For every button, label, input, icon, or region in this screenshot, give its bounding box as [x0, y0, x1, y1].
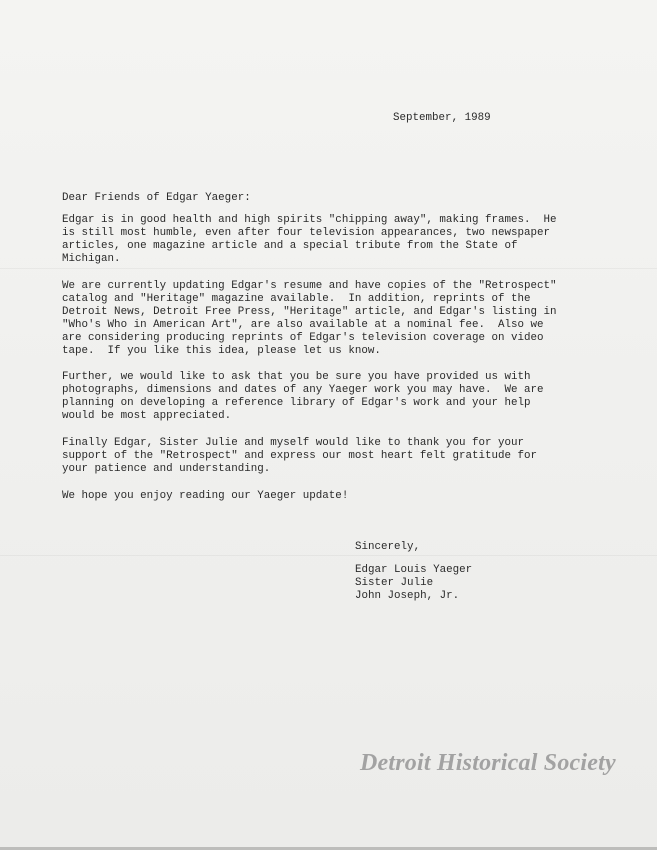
text-line: We hope you enjoy reading our Yaeger update!: [62, 490, 349, 502]
text-line: Edgar is in good health and high spirits "chipping away", making frames. He: [62, 214, 557, 226]
text-line: your patience and understanding.: [62, 463, 271, 476]
text-line: would be most appreciated.: [62, 410, 232, 423]
text-line: catalog and "Heritage" magazine available. In addition, reprints of the: [62, 293, 531, 306]
text-line: support of the "Retrospect" and express our most heart felt gratitude for: [62, 450, 538, 463]
text-line: is still most humble, even after four television appearances, two newspaper: [62, 227, 551, 240]
paragraph-1: [62, 214, 557, 266]
text-line: planning on developing a reference library of Edgar's work and your help: [62, 397, 531, 410]
signatory: John Joseph, Jr.: [355, 590, 460, 603]
paragraph-5: [62, 490, 348, 503]
paragraph-2: [62, 280, 557, 359]
text-line: Michigan.: [62, 253, 121, 266]
watermark-detroit-historical-society: Detroit Historical Society: [360, 750, 616, 776]
text-line: are considering producing reprints of Edgar's television coverage on video: [62, 332, 544, 345]
closing: Sincerely,: [355, 541, 421, 553]
paragraph-4: [62, 437, 537, 476]
text-line: We are currently updating Edgar's resume and have copies of the "Retrospect": [62, 280, 557, 292]
text-line: Detroit News, Detroit Free Press, "Heritage" article, and Edgar's listing in: [62, 306, 557, 319]
text-line: Further, we would like to ask that you be sure you have provided us with: [62, 371, 531, 383]
signatories: [355, 564, 472, 603]
paper-fold: [0, 268, 657, 269]
text-line: "Who's Who in American Art", are also available at a nominal fee. Also we: [62, 319, 544, 332]
signatory: Edgar Louis Yaeger: [355, 564, 473, 576]
letter-date: September, 1989: [393, 112, 491, 124]
text-line: Finally Edgar, Sister Julie and myself would like to thank you for your: [62, 437, 525, 449]
text-line: articles, one magazine article and a special tribute from the State of: [62, 240, 518, 253]
text-line: photographs, dimensions and dates of any Yaeger work you may have. We are: [62, 384, 544, 397]
salutation: Dear Friends of Edgar Yaeger:: [62, 192, 251, 204]
signatory: Sister Julie: [355, 577, 434, 590]
paper-fold: [0, 555, 657, 556]
paragraph-3: [62, 371, 544, 423]
text-line: tape. If you like this idea, please let us know.: [62, 345, 381, 358]
